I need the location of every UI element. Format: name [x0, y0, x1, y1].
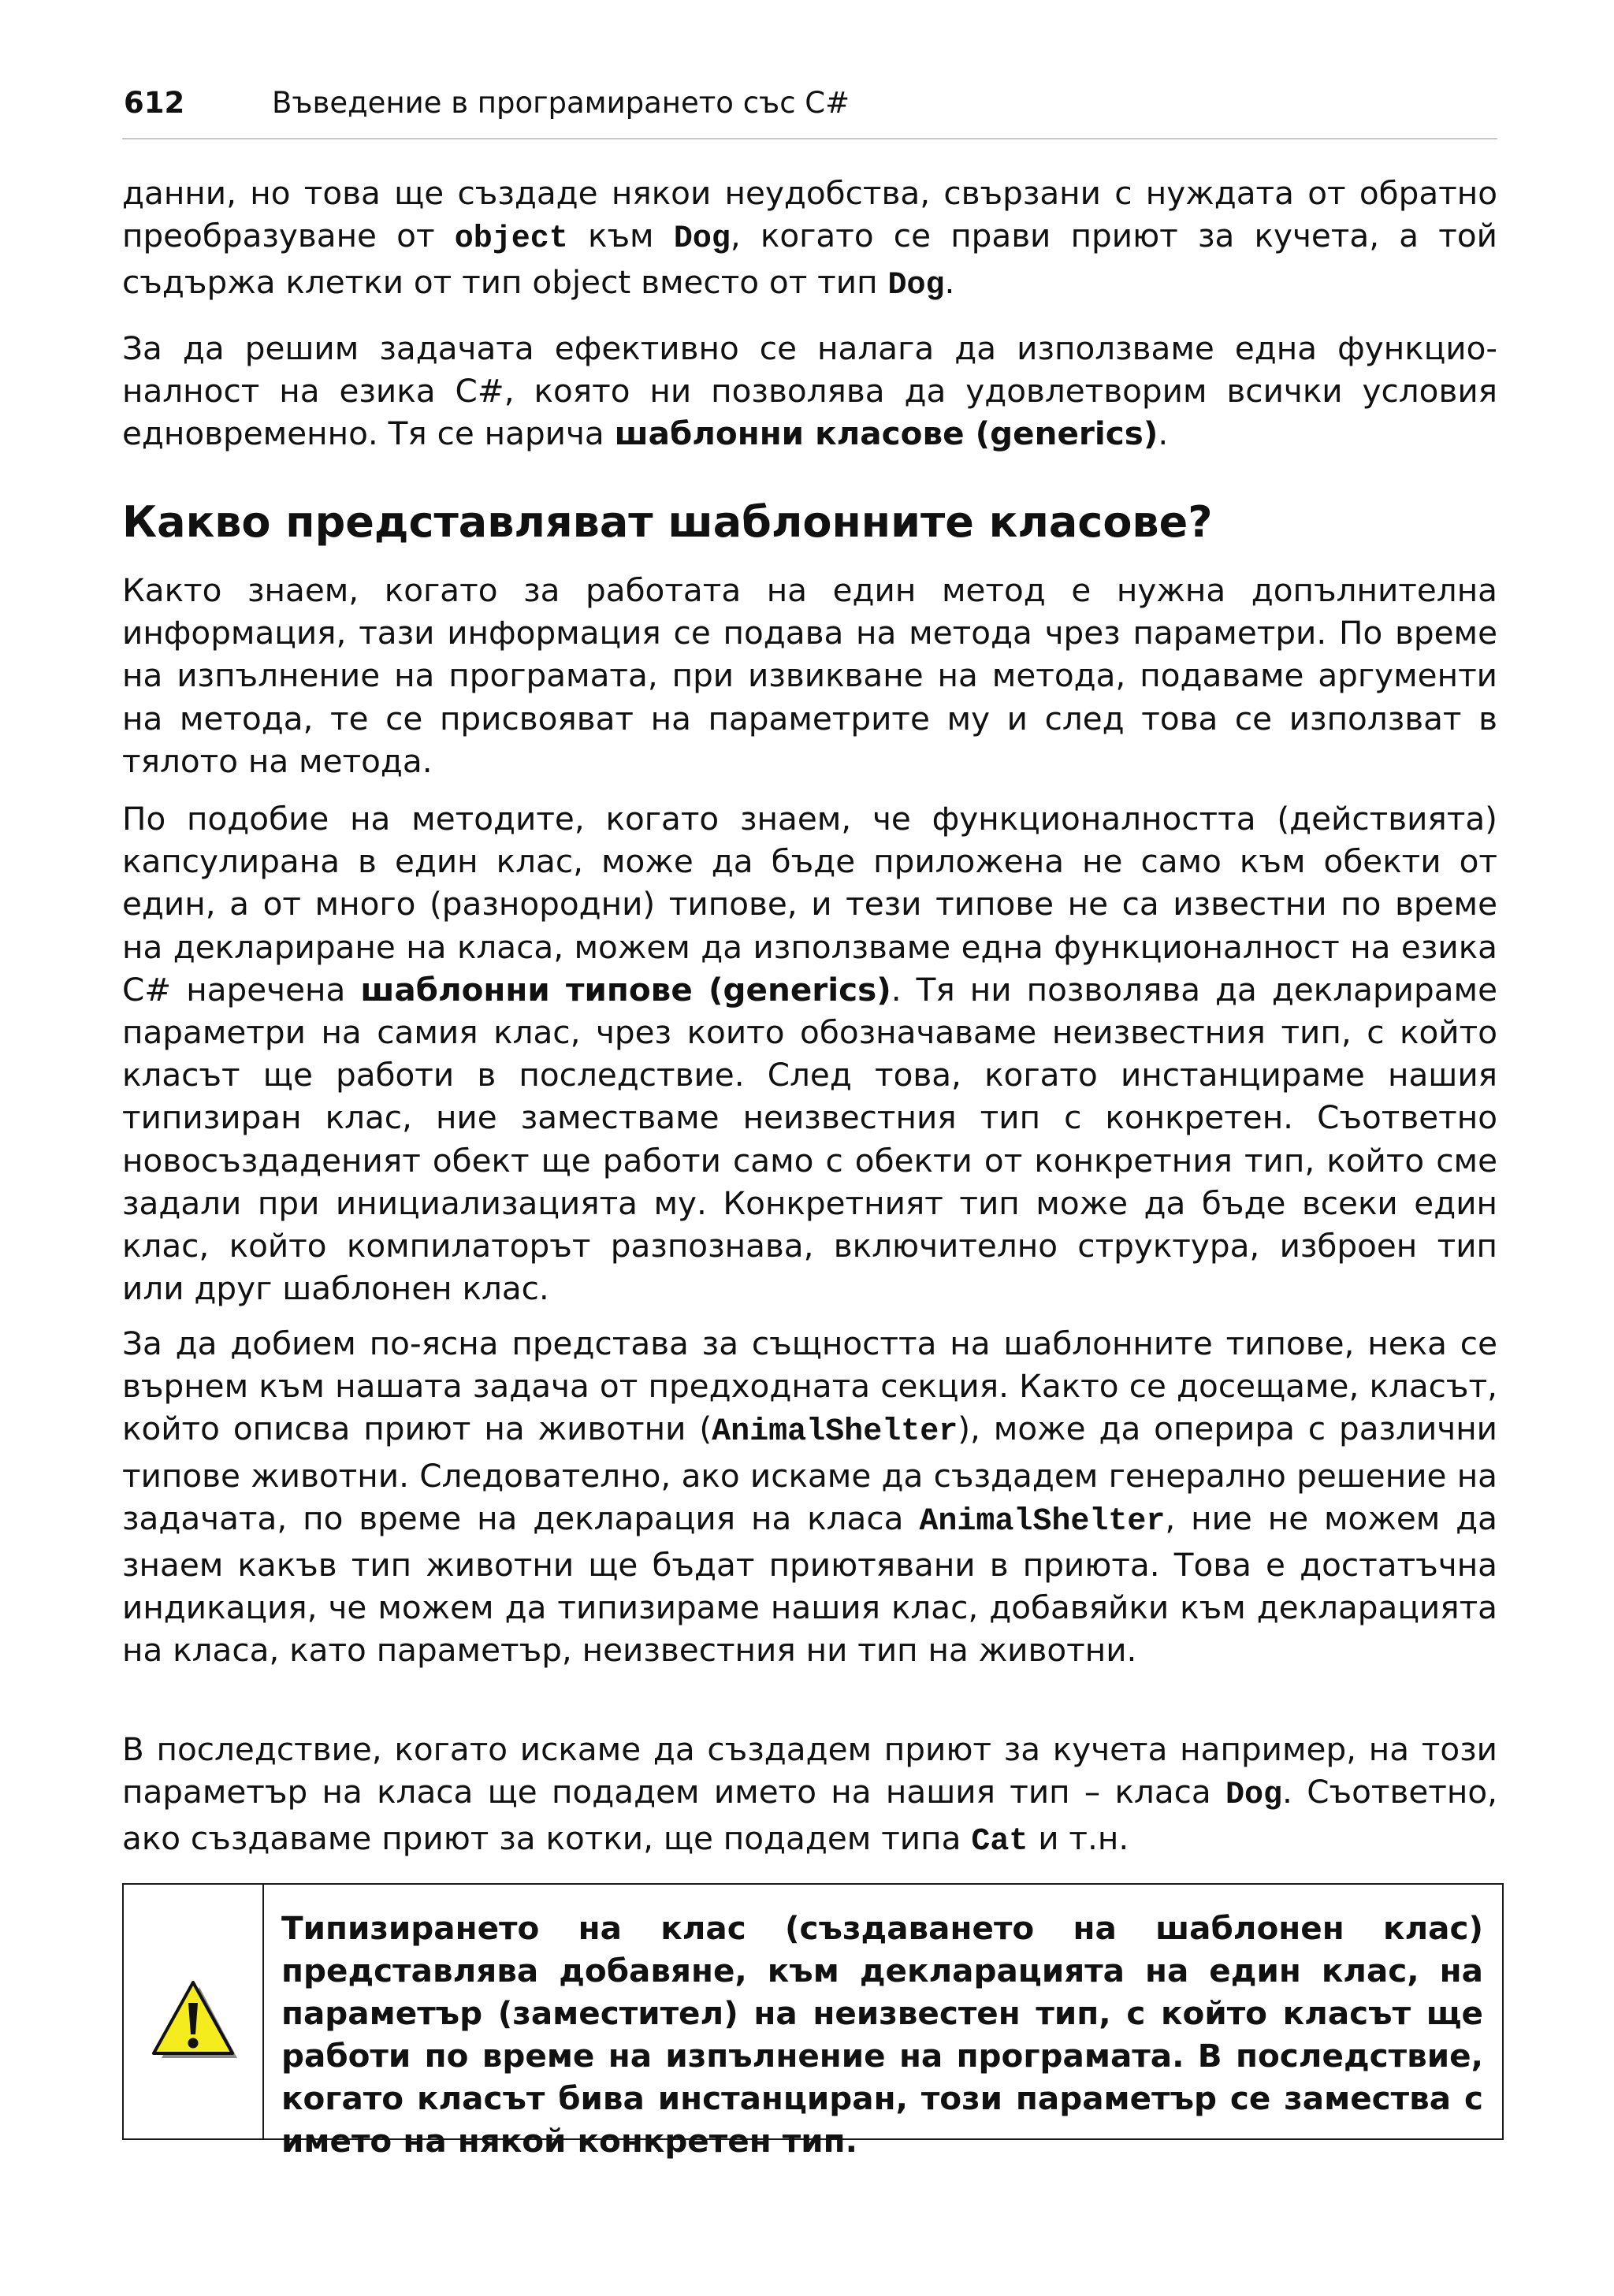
bold-term: шаблонни класове (generics): [614, 414, 1158, 453]
paragraph-4: По подобие на методите, когато знаем, че функционалността (действията) капсулирана в един клас, може да бъде приложена не само към обекти от един, а от много (разнородни) типове, и тези типове не са известни по време на деклариране на класа, можем да използваме една функционалност на езика C# наречена шаблонни типове (generics). Тя ни позволява да декларираме параметри на самия клас, чрез които обозначаваме неизвестния тип, с който класът ще работи в последствие. След това, когато инстанцираме нашия типизиран клас, ние заместваме неизвестния тип с конкретен. Съответно новосъздаденият обект ще работи само с обекти от конкретния тип, който сме задали при инициализацията му. Конкретният тип може да бъде всеки един клас, който компилаторът разпознава, включително структура, изброен тип или друг шаблонен клас.: [122, 800, 1497, 1308]
running-title: Въведение в програмирането със C#: [272, 86, 850, 120]
code-object: object: [454, 221, 568, 258]
paragraph-2: За да решим задачата ефективно се налага да използваме една функционалност на езика C#, която ни позволява да удовлетворим всички условия едновременно. Тя се нарича шаблонни класове (generics).: [122, 329, 1497, 453]
warning-note-text: Типизирането на клас (създаването на шаблонен клас) представлява добавяне, към декларацията на един клас, на параметър (заместител) на неизвестен тип, с който класът ще работи по време на изпълнение на програмата. В последствие, когато класът бива инстанциран, този параметър се замества с името на някой конкретен тип.: [281, 1909, 1483, 2160]
bold-term: шаблонни типове (generics): [360, 970, 891, 1009]
code-cat: Cat: [971, 1824, 1028, 1860]
paragraph-1: данни, но това ще създаде някои неудобства, свързани с нуждата от обратно преобразуване от object към Dog, когато се прави приют за кучета, а той съдържа клетки от тип object вместо от тип Dog.: [122, 174, 1497, 304]
paragraph-6: В последствие, когато искаме да създадем приют за кучета например, на този параметър на класа ще подадем името на нашия тип – класа Dog. Съответно, ако създаваме приют за котки, ще подадем типа Cat и т.н.: [122, 1730, 1497, 1860]
code-dog: Dog: [887, 268, 945, 304]
paragraph-3: Както знаем, когато за работата на един метод е нужна допълнителна информация, тази информация се подава на метода чрез параметри. По време на изпълнение на програмата, при извикване на метода, подаваме аргументи на метода, те се присвояват на параметрите му и след това се използват в тялото на метода.: [122, 571, 1497, 780]
warning-note-box: [122, 1883, 1504, 2160]
page-header: [122, 83, 1497, 139]
paragraph-5: За да добием по-ясна представа за същността на шаблонните типове, нека се върнем към нашата задача от предходната секция. Както се досещаме, класът, който описва приют на животни (AnimalShelter), може да оперира с различни типове животни. Следователно, ако искаме да създадем генерално решение на задачата, по време на декларация на класа AnimalShelter, ние не можем да знаем какъв тип животни ще бъдат приютявани в приюта. Това е достатъчна индикация, че можем да типизираме нашия клас, добавяйки към декларацията на класа, като параметър, неизвестния ни тип на животни.: [122, 1324, 1497, 1670]
page-number: 612: [124, 86, 185, 120]
warning-icon: [147, 1979, 240, 2064]
note-icon-cell: [124, 1885, 264, 2138]
code-dog: Dog: [1225, 1778, 1283, 1814]
code-animalshelter: AnimalShelter: [712, 1414, 958, 1451]
code-animalshelter: AnimalShelter: [919, 1503, 1166, 1540]
code-dog: Dog: [673, 221, 731, 258]
section-heading: Какво представляват шаблонните класове?: [122, 497, 1213, 547]
